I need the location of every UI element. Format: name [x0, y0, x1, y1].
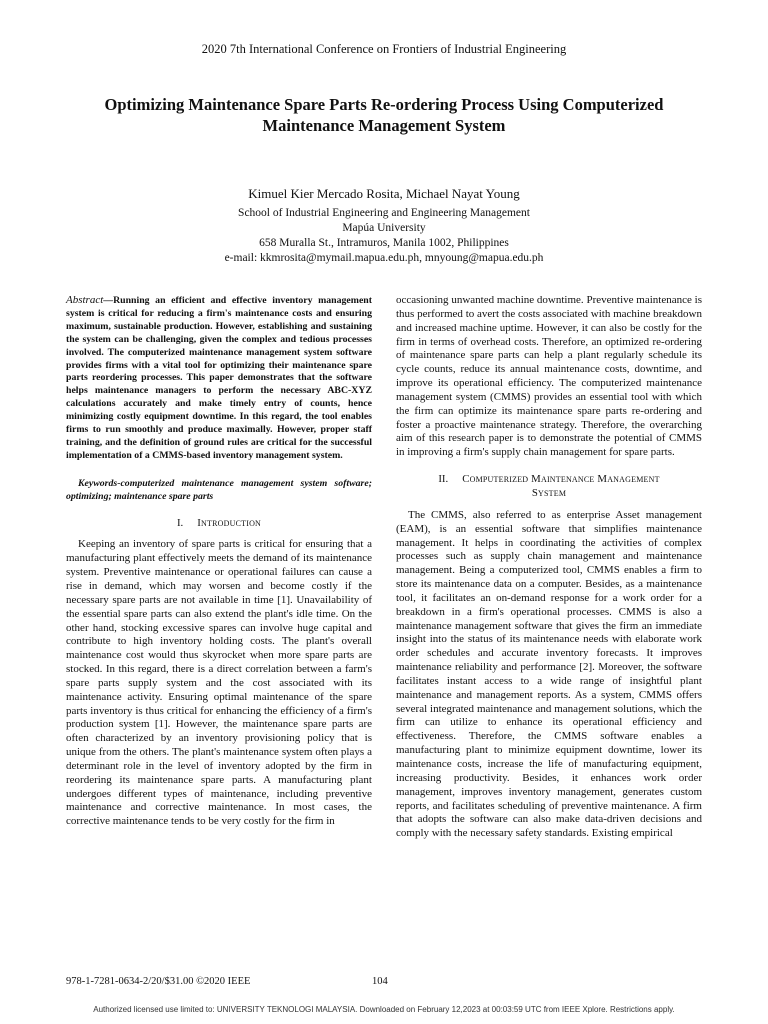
- section-title-line-2: System: [531, 486, 567, 499]
- right-column: [396, 294, 702, 841]
- introduction-paragraph: Keeping an inventory of spare parts is critical for ensuring that a manufacturing plant effectively meets the demand of its maintenance system. Preventive maintenance or operational failures can cause a rise in demand, which may worsen and become costly if the necessary spare parts are not available in time [1]. Unavailability of the essential spare parts can also extend the plant's idle time. On the other hand, stocking excessive spares can involve huge capital and contribute to high inventory holding costs. The plant's overall maintenance cost would thus skyrocket when more spare parts are stocked. In this regard, there is a direct correlation between a farm's spare parts supply system and the cost associated with its maintenance activity. Ensuring optimal maintenance of the spare parts inventory is thus critical for enhancing the efficiency of a firm's production system [1]. However, the maintenance spare parts are often characterized by an inventory provisioning policy that is unique from the others. The plant's maintenance system often plays a determinant role in the level of inventory adopted by the firm in reordering its maintenance spare parts. A manufacturing plant undergoes different types of maintenance, including preventive maintenance and corrective maintenance. In most cases, the corrective maintenance tends to be very costly for the firm in: [66, 538, 372, 828]
- section-heading-introduction: [66, 517, 372, 531]
- abstract-dash: —: [103, 295, 114, 306]
- keywords: Keywords-computerized maintenance management system software; optimizing; maintenance spare parts: [66, 477, 372, 502]
- paper-title-line-1: Optimizing Maintenance Spare Parts Re-ordering Process Using Computerized: [104, 95, 664, 114]
- abstract-label: Abstract: [66, 294, 104, 306]
- cmms-paragraph: The CMMS, also referred to as enterprise Asset management (EAM), is an essential software that simplifies maintenance management. It helps in coordinating the activities of complex processes such as supply chain management and maintenance management. Being a computerized tool, CMMS enables a firm to store its maintenance data on a computer. Besides, as a maintenance tool, it facilitates an on-demand response for a work order for a breakdown in a firm's operational processes. CMMS is also a maintenance management software that gives the firm an immediate insight into the status of its maintenance needs with elaborate work order schedules and accurate inventory forecasts. It improves maintenance reliability and performance [2]. Moreover, the software facilitates instant access to a wide range of insightful plant maintenance and management reports. As a system, CMMS offers several integrated maintenance and management solutions, which the firm can utilize to enhance its operational efficiency and effectiveness. Therefore, the CMMS software enables a manufacturing plant to minimize equipment downtime, lower its maintenance costs, increase the life of manufacturing equipment, increasing productivity. Besides, it enhances work order management, improves inventory management, generates custom reports, and facilitates scheduling of preventive maintenance. A firm that adopts the software can also make data-driven decisions and comply with the necessary safety standards. Existing empirical: [396, 508, 702, 840]
- section-heading-cmms: [396, 473, 702, 501]
- affiliation-university: Mapúa University: [342, 222, 426, 234]
- section-number: I.: [176, 516, 184, 529]
- license-notice: Authorized licensed use limited to: UNIVERSITY TEKNOLOGI MALAYSIA. Downloaded on February 12,2023 at 00:03:59 UTC from IEEE Xplore. Restrictions apply.: [93, 1005, 675, 1014]
- section-title: Introduction: [197, 516, 262, 529]
- abstract-text: Running an efficient and effective inventory management system is critical for reducing a firm's maintenance costs and ensuring maximum, sustainable production. However, establishing and sustaining the system can be challenging, given the complex and tedious processes involved. The computerized maintenance management system software provides firms with a vital tool for optimizing their maintenance spare parts reordering processes. This paper demonstrates that the software helps maintenance managers to perform the necessary ABC-XYZ calculations accurately and make timely entry of counts, hence minimizing costly equipment downtime. In this regard, the tool enables firms to run smoothly and produce maximally. However, proper staff training, and the definition of ground rules are critical for the successful implementation of a CMMS-based inventory management system.: [66, 295, 372, 461]
- conference-header: 2020 7th International Conference on Frontiers of Industrial Engineering: [201, 42, 567, 56]
- affiliation-block: [0, 206, 768, 266]
- left-column: [66, 294, 372, 829]
- affiliation-school: School of Industrial Engineering and Engineering Management: [238, 207, 530, 219]
- paper-title: [60, 94, 708, 136]
- paper-title-line-2: Maintenance Management System: [262, 116, 506, 135]
- section-number: II.: [438, 473, 449, 486]
- footer-isbn: 978-1-7281-0634-2/20/$31.00 ©2020 IEEE: [66, 976, 251, 987]
- section-title-line-1: Computerized Maintenance Management: [462, 473, 660, 486]
- authors: Kimuel Kier Mercado Rosita, Michael Nayat Young: [248, 186, 520, 201]
- affiliation-email: e-mail: kkmrosita@mymail.mapua.edu.ph, mnyoung@mapua.edu.ph: [224, 252, 544, 264]
- introduction-continued-paragraph: occasioning unwanted machine downtime. Preventive maintenance is thus performed to avert the costs associated with machine breakdown and increased machine uptime. However, it can also be costly for the firm in terms of overhead costs. Therefore, an optimized re-ordering of maintenance spare parts can help a plant regularly schedule its cycle counts, reduce its annual maintenance costs, downtime, and improve its operational efficiency. The computerized maintenance management system (CMMS) provides an essential tool with which the firm can optimize its maintenance spare parts re-ordering and foster a proactive maintenance strategy. Therefore, the overarching aim of this research paper is to demonstrate the potential of CMMS in improving a firm's supply chain management for spare parts.: [396, 294, 702, 459]
- abstract: [66, 294, 372, 463]
- page-number: 104: [372, 976, 388, 987]
- affiliation-address: 658 Muralla St., Intramuros, Manila 1002, Philippines: [259, 237, 509, 249]
